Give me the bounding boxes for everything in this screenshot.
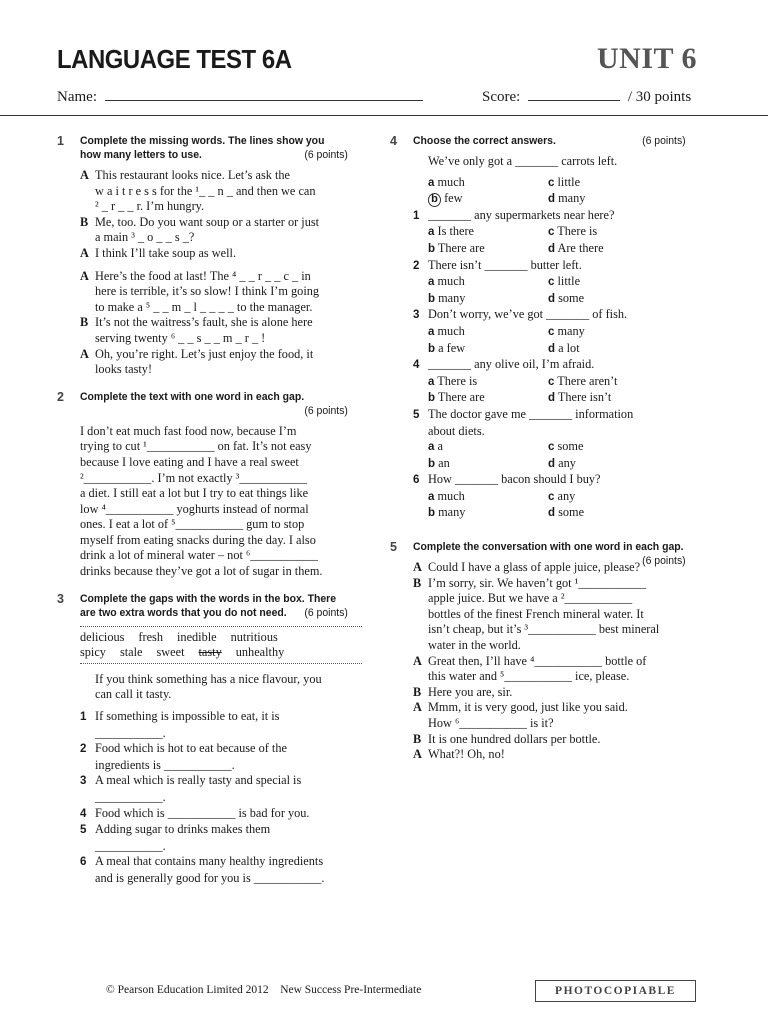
- option-letter: b: [428, 292, 436, 305]
- section-instructions: Choose the correct answers. (6 points): [413, 135, 686, 147]
- option-text: There are: [437, 390, 485, 405]
- question-number: 6: [413, 474, 420, 487]
- option-letter: b: [428, 193, 441, 207]
- dialogue-text: Could I have a glass of apple juice, please?: [428, 560, 641, 575]
- option-letter: c: [548, 325, 555, 338]
- dialogue-line: [80, 215, 362, 231]
- option[interactable]: [428, 374, 548, 391]
- options-row: [413, 291, 700, 308]
- speaker: A: [80, 346, 89, 361]
- options-row: [413, 324, 700, 341]
- dialogue-text: to make a ⁵ _ _ m _ l _ _ _ _ to the manager.: [95, 299, 313, 314]
- question-number: 4: [413, 359, 420, 372]
- question-item: [413, 258, 700, 275]
- dialogue-line: [413, 591, 700, 607]
- option-letter: a: [428, 176, 435, 189]
- option-letter: c: [548, 226, 555, 239]
- speaker: A: [413, 700, 422, 715]
- option-text: There is: [437, 373, 478, 388]
- dialogue-text: This restaurant looks nice. Let’s ask the: [95, 168, 290, 182]
- option-text: some: [558, 290, 585, 305]
- word-box: [80, 626, 362, 664]
- dialogue-line: [413, 747, 700, 763]
- option[interactable]: [548, 224, 668, 241]
- name-blank[interactable]: [105, 86, 423, 101]
- option[interactable]: [428, 241, 548, 258]
- question-text: Food which is hot to eat because of the: [95, 741, 287, 756]
- dialogue-line: [413, 685, 700, 701]
- speaker: A: [80, 168, 89, 182]
- option-letter: b: [428, 507, 436, 520]
- option-text: many: [557, 323, 585, 338]
- option-text: many: [438, 290, 466, 305]
- box-word: tasty: [198, 645, 222, 660]
- option-letter: c: [548, 441, 555, 454]
- dialogue-text: Here you are, sir.: [428, 684, 513, 699]
- option-text: There aren’t: [557, 373, 618, 388]
- score-suffix: / 30 points: [627, 89, 692, 105]
- question-text: _______ any supermarkets near here?: [428, 207, 615, 222]
- option[interactable]: [548, 390, 668, 407]
- box-word: spicy: [80, 645, 106, 660]
- options-row: [413, 341, 700, 358]
- option-text: few: [444, 191, 463, 206]
- options-row: [413, 505, 700, 522]
- option-letter: b: [428, 342, 436, 355]
- section-points: (6 points): [304, 404, 348, 417]
- option[interactable]: [428, 191, 548, 208]
- section-number: 2: [57, 389, 64, 404]
- box-word: delicious: [80, 629, 125, 644]
- dialogue-text: this water and ⁵___________ ice, please.: [428, 669, 630, 684]
- section-instructions: Complete the conversation with one word in each gap. (6 points): [413, 541, 686, 568]
- option-text: some: [558, 505, 585, 520]
- dialogue-line: [80, 300, 362, 316]
- option-letter: c: [548, 375, 555, 388]
- option-text: much: [437, 174, 465, 189]
- question-number: 1: [413, 209, 420, 222]
- option[interactable]: [428, 324, 548, 341]
- box-word: inedible: [177, 629, 217, 644]
- dialogue-text: It is one hundred dollars per bottle.: [428, 731, 601, 746]
- dialogue-text: Oh, you’re right. Let’s just enjoy the food, it: [95, 346, 314, 361]
- question-text: _______ any olive oil, I’m afraid.: [428, 357, 595, 372]
- dialogue-line: [413, 669, 700, 685]
- option[interactable]: [428, 175, 548, 192]
- section-number: 4: [390, 134, 397, 148]
- dialogue-text: I think I’ll take soup as well.: [95, 245, 237, 260]
- question-text: A meal that contains many healthy ingredients: [95, 854, 324, 869]
- dialogue-text: water in the world.: [428, 638, 521, 653]
- left-column: [57, 134, 362, 899]
- dialogue-text: apple juice. But we have a ²___________: [428, 591, 633, 606]
- section-3: [57, 592, 362, 887]
- option-text: an: [438, 455, 450, 470]
- option[interactable]: [428, 224, 548, 241]
- section-5: [390, 540, 700, 763]
- question-text: Food which is ___________ is bad for you.: [95, 805, 310, 820]
- section-number: 5: [390, 540, 397, 555]
- text-line: a diet. I still eat a lot but I try to eat things like: [80, 486, 309, 501]
- example-line: can call it tasty.: [95, 687, 172, 702]
- options-row: [413, 439, 700, 456]
- option-letter: c: [548, 490, 555, 503]
- option-letter: d: [548, 507, 556, 520]
- option-text: many: [558, 191, 586, 206]
- option-text: some: [557, 439, 584, 454]
- dialogue-text: a main ³ _ o _ _ s _?: [95, 230, 195, 245]
- options-row: [413, 489, 700, 506]
- option[interactable]: [428, 341, 548, 358]
- section-instructions: Complete the text with one word in each gap. (6 points): [80, 390, 348, 417]
- option-text: There is: [557, 224, 598, 239]
- dialogue-text: serving twenty ⁶ _ _ s _ _ m _ r _ !: [95, 330, 266, 345]
- speaker: B: [80, 315, 89, 330]
- options-row: [413, 191, 700, 208]
- question-number: 5: [413, 408, 420, 421]
- dialogue-line: [80, 184, 362, 200]
- example-question: We’ve only got a _______ carrots left.: [428, 154, 618, 168]
- speaker: A: [413, 653, 422, 668]
- option-text: little: [557, 274, 581, 289]
- example-line: If you think something has a nice flavour, you: [95, 671, 322, 686]
- text-line: trying to cut ¹___________ on fat. It’s not easy: [80, 439, 312, 454]
- speaker: A: [80, 268, 89, 283]
- question-number: 4: [80, 807, 87, 820]
- dialogue-line: [413, 716, 700, 732]
- name-field: [57, 86, 423, 106]
- question-continuation: about diets.: [428, 423, 485, 438]
- question-number: 2: [413, 259, 420, 272]
- option-text: little: [557, 174, 581, 189]
- question-text: If something is impossible to eat, it is: [95, 709, 280, 724]
- options-row: [413, 390, 700, 407]
- dialogue-line: [413, 732, 700, 748]
- question-text: How _______ bacon should I buy?: [428, 472, 601, 487]
- speaker: B: [413, 684, 422, 699]
- option[interactable]: [428, 489, 548, 506]
- dialogue-text: Great then, I’ll have ⁴___________ bottle of: [428, 653, 647, 668]
- option-letter: c: [548, 276, 555, 289]
- options-row: [413, 224, 700, 241]
- option[interactable]: [548, 324, 668, 341]
- footer: [106, 984, 421, 996]
- option[interactable]: [428, 505, 548, 522]
- question-item: [413, 472, 700, 489]
- dialogue-text: Here’s the food at last! The ⁴ _ _ r _ _ c _ in: [95, 268, 311, 283]
- right-column: [390, 134, 700, 775]
- option[interactable]: [548, 274, 668, 291]
- option-letter: d: [548, 392, 556, 405]
- section-number: 1: [57, 134, 64, 148]
- speaker: A: [413, 560, 422, 575]
- question-number: 2: [80, 743, 87, 756]
- box-word: unhealthy: [235, 645, 285, 660]
- dialogue-line: [413, 654, 700, 670]
- section-number: 3: [57, 591, 64, 606]
- option-text: much: [437, 488, 465, 503]
- option[interactable]: [548, 374, 668, 391]
- box-word: nutritious: [230, 629, 278, 644]
- option[interactable]: [548, 191, 668, 208]
- unit-title: UNIT 6: [597, 42, 697, 75]
- dialogue-line: [80, 269, 362, 285]
- dialogue-text: Me, too. Do you want soup or a starter or just: [95, 214, 320, 229]
- option[interactable]: [548, 341, 668, 358]
- dialogue-line: [413, 576, 700, 592]
- dialogue-line: [80, 246, 362, 262]
- dialogue-text: here is terrible, it’s so slow! I think I’m going: [95, 284, 320, 299]
- dialogue: [413, 560, 700, 763]
- options-row: [413, 456, 700, 473]
- question-text: A meal which is really tasty and special is: [95, 773, 302, 788]
- question-item: [80, 822, 362, 839]
- gap-text: [80, 424, 362, 580]
- question-item: [413, 307, 700, 324]
- option-letter: b: [428, 457, 436, 470]
- question-number: 3: [413, 309, 420, 322]
- text-line: ²___________. I’m not exactly ³___________: [80, 470, 307, 485]
- speaker: B: [80, 214, 89, 229]
- option[interactable]: [428, 291, 548, 308]
- word-box-and-items: [80, 626, 362, 887]
- option[interactable]: [548, 175, 668, 192]
- speaker: A: [80, 245, 89, 260]
- section-points: (6 points): [642, 135, 686, 147]
- option-text: any: [557, 488, 576, 503]
- dialogue-text: looks tasty!: [95, 362, 153, 377]
- option-text: a: [437, 439, 443, 454]
- question-item: [413, 208, 700, 225]
- question-text: The doctor gave me _______ information: [428, 406, 634, 421]
- question-item: [413, 407, 700, 424]
- dialogue-text: How ⁶___________ is it?: [428, 716, 554, 730]
- dialogue-line: [80, 362, 362, 378]
- option[interactable]: [548, 489, 668, 506]
- option-text: There are: [437, 240, 485, 255]
- option-letter: a: [428, 226, 435, 239]
- question-text: Don’t worry, we’ve got _______ of fish.: [428, 307, 628, 322]
- box-word: stale: [119, 645, 143, 660]
- question-continuation: ___________.: [95, 725, 166, 740]
- option-text: many: [438, 505, 466, 520]
- option-text: much: [437, 323, 465, 338]
- dialogue-text: I’m sorry, sir. We haven’t got ¹___________: [428, 575, 646, 590]
- question-continuation: ___________.: [95, 838, 166, 853]
- option-letter: a: [428, 375, 435, 388]
- page-title: LANGUAGE TEST 6A: [57, 44, 292, 74]
- dialogue-line: [80, 315, 362, 331]
- dialogue-line: [413, 638, 700, 654]
- text-line: ones. I eat a lot of ⁵___________ gum to stop: [80, 517, 305, 532]
- question-number: 5: [80, 824, 87, 837]
- copyright: © Pearson Education Limited 2012: [106, 984, 269, 996]
- speaker: B: [413, 575, 422, 590]
- question-item: [80, 854, 362, 871]
- dialogue-text: isn’t cheap, but it’s ³___________ best mineral: [428, 622, 660, 637]
- option-letter: a: [428, 441, 435, 454]
- option[interactable]: [548, 505, 668, 522]
- dialogue-line: [413, 622, 700, 638]
- text-line: I don’t eat much fast food now, because I’m: [80, 423, 297, 438]
- dialogue-text: ² _ r _ _ r. I’m hungry.: [95, 199, 205, 214]
- question-item: [80, 709, 362, 726]
- text-line: drink a lot of mineral water – not ⁶___________: [80, 548, 318, 563]
- option-letter: d: [548, 457, 556, 470]
- box-word: sweet: [156, 645, 185, 660]
- section-points: (6 points): [642, 555, 686, 568]
- text-line: myself from eating snacks during the day. I also: [80, 532, 316, 547]
- dialogue-text: bottles of the finest French mineral water. It: [428, 606, 644, 621]
- question-text: Adding sugar to drinks makes them: [95, 822, 271, 837]
- book-title: New Success Pre-Intermediate: [280, 984, 422, 996]
- option[interactable]: [428, 439, 548, 456]
- question-item: [80, 741, 362, 758]
- option-letter: b: [428, 392, 436, 405]
- text-line: low ⁴___________ yoghurts instead of normal: [80, 501, 309, 516]
- question-number: 6: [80, 856, 87, 869]
- option[interactable]: [548, 439, 668, 456]
- question-number: 1: [80, 711, 87, 724]
- example-options: [413, 175, 700, 208]
- section-instructions: Complete the gaps with the words in the box. There are two extra words that you do not need. (6 points): [80, 592, 348, 619]
- section-instructions: Complete the missing words. The lines show you how many letters to use. (6 points): [80, 135, 348, 161]
- dialogue-text: What?! Oh, no!: [428, 747, 505, 762]
- question-item: [80, 806, 362, 823]
- option-text: a lot: [558, 340, 580, 355]
- word-box-row: [80, 645, 362, 661]
- option-text: There isn’t: [557, 390, 612, 405]
- question-continuation: ___________.: [95, 790, 166, 804]
- dialogue-line: [80, 331, 362, 347]
- section-points: (6 points): [304, 606, 348, 619]
- item-list: [80, 672, 362, 887]
- option[interactable]: [428, 390, 548, 407]
- word-box-row: [80, 630, 362, 646]
- photocopiable-stamp: PHOTOCOPIABLE: [535, 980, 696, 1002]
- option-text: Are there: [557, 240, 604, 255]
- section-1: [57, 134, 362, 378]
- option[interactable]: [548, 291, 668, 308]
- score-blank[interactable]: [528, 86, 620, 101]
- option-text: any: [558, 455, 576, 470]
- option-letter: d: [548, 342, 556, 355]
- option-letter: d: [548, 292, 556, 305]
- score-field: [482, 86, 691, 106]
- question-continuation: and is generally good for you is ___________.: [95, 870, 325, 885]
- name-label: Name:: [57, 89, 97, 105]
- options-row: [413, 241, 700, 258]
- options-row: [413, 374, 700, 391]
- question-item: [80, 773, 362, 790]
- dialogue-text: It’s not the waitress’s fault, she is alone here: [95, 315, 313, 330]
- options-row: [413, 274, 700, 291]
- question-item: [413, 357, 700, 374]
- dialogue-line: [80, 347, 362, 363]
- speaker: A: [413, 747, 422, 762]
- dialogue-line: [413, 607, 700, 623]
- example-item: [80, 672, 362, 703]
- text-line: drinks because they’ve got a lot of sugar in them.: [80, 564, 323, 579]
- option[interactable]: [548, 456, 668, 473]
- header-rule: [0, 115, 768, 116]
- section-points: (6 points): [304, 149, 348, 161]
- option-letter: d: [548, 242, 556, 255]
- option-letter: a: [428, 490, 435, 503]
- option-letter: a: [428, 325, 435, 338]
- dialogue-line: [80, 168, 362, 184]
- question-continuation: ingredients is ___________.: [95, 757, 235, 772]
- option-letter: d: [548, 193, 556, 206]
- question-text: There isn’t _______ butter left.: [428, 257, 582, 272]
- dialogue-line: [413, 700, 700, 716]
- options-row: [413, 175, 700, 192]
- dialogue-line: [80, 284, 362, 300]
- question-number: 3: [80, 775, 87, 788]
- section-2: [57, 390, 362, 580]
- option-text: Is there: [437, 224, 475, 239]
- option-letter: b: [428, 242, 436, 255]
- multiple-choice: [413, 154, 700, 522]
- box-word: fresh: [138, 629, 163, 644]
- dialogue-text: w a i t r e s s for the ¹_ _ n _ and then we can: [95, 183, 316, 198]
- text-line: because I love eating and I have a real sweet: [80, 454, 299, 469]
- option-text: much: [437, 274, 465, 289]
- option-text: a few: [438, 340, 466, 355]
- dialogue-line: [80, 199, 362, 215]
- option[interactable]: [548, 241, 668, 258]
- dialogue: [80, 168, 362, 378]
- option-letter: c: [548, 176, 555, 189]
- option-letter: a: [428, 276, 435, 289]
- dialogue-line: [80, 230, 362, 246]
- option[interactable]: [428, 274, 548, 291]
- score-label: Score:: [482, 89, 521, 105]
- dialogue-text: Mmm, it is very good, just like you said.: [428, 700, 628, 715]
- section-4: [390, 134, 700, 522]
- speaker: B: [413, 731, 422, 746]
- option[interactable]: [428, 456, 548, 473]
